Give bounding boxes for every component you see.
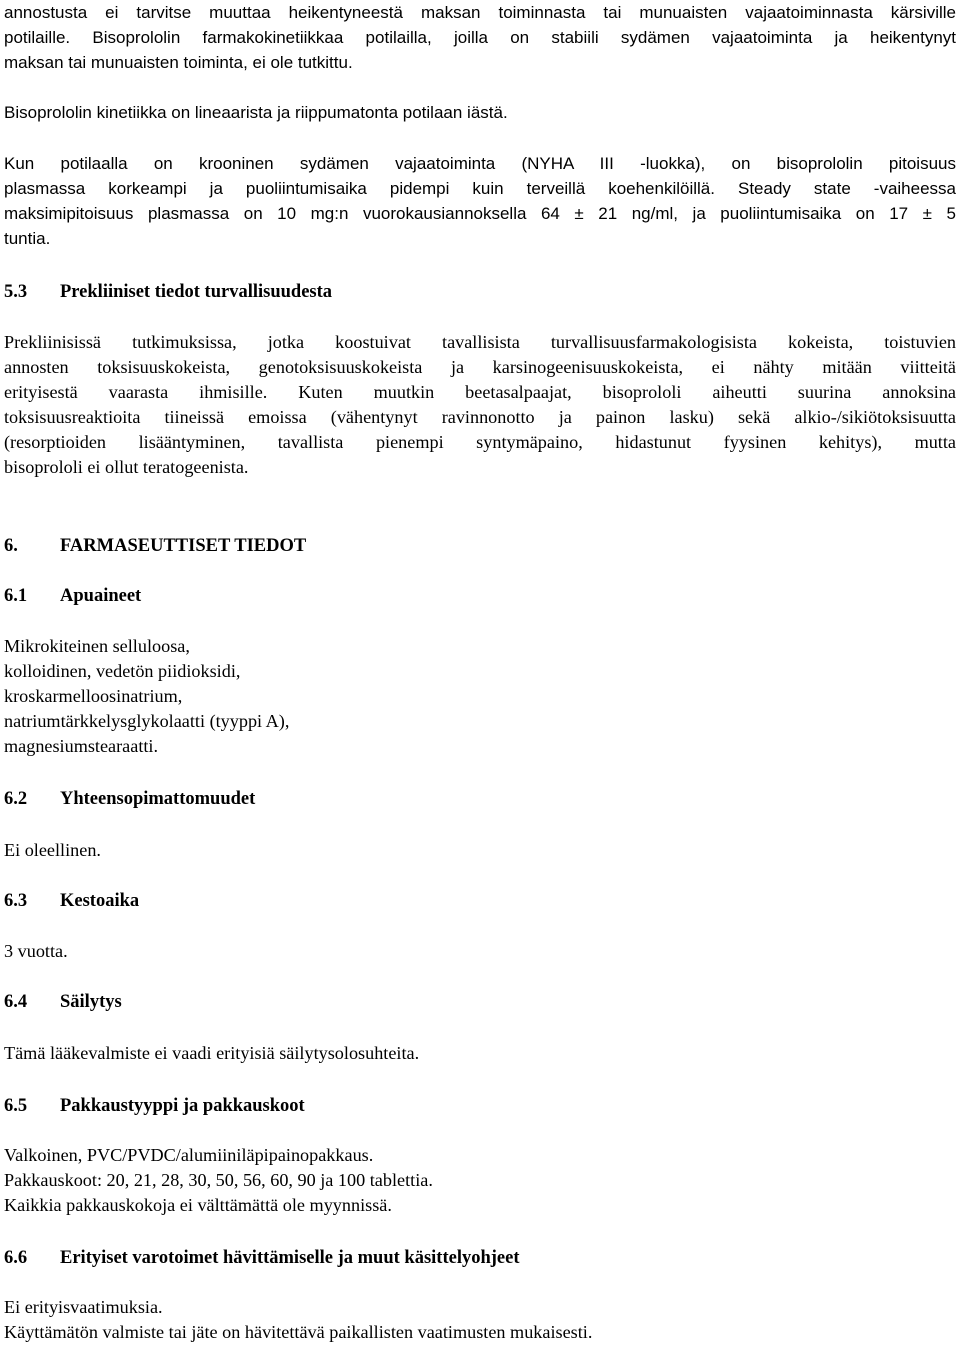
excipients-list	[4, 634, 956, 759]
list-item: kroskarmelloosinatrium,	[4, 686, 183, 706]
section-title: Pakkaustyyppi ja pakkauskoot	[60, 1096, 305, 1116]
section-heading-6-1	[4, 584, 956, 609]
storage-text: Tämä lääkevalmiste ei vaadi erityisiä säilytysolosuhteita.	[4, 1043, 420, 1063]
incompatibilities-text: Ei oleellinen.	[4, 840, 101, 860]
section-number: 6.3	[4, 891, 28, 911]
list-item: Mikrokiteinen selluloosa,	[4, 636, 190, 656]
section-number: 6.1	[4, 586, 28, 606]
text-line: Kun potilaalla on krooninen sydämen vajaatoiminta (NYHA III -luokka), on bisoprololin pitoisuus	[4, 154, 956, 173]
section-number: 6.2	[4, 789, 28, 809]
text-line: Prekliinisissä tutkimuksissa, jotka koostuivat tavallisista turvallisuusfarmakologisista kokeista, toistuvien	[4, 332, 956, 352]
section-heading-5-3	[4, 280, 956, 305]
section-heading-6-4	[4, 990, 956, 1015]
text-line: Kaikkia pakkauskokoja ei välttämättä ole myynnissä.	[4, 1195, 392, 1215]
text-line: maksan tai munuaisten toiminta, ei ole tutkittu.	[4, 53, 353, 72]
list-item: natriumtärkkelysglykolaatti (tyyppi A),	[4, 711, 290, 731]
text-line: Bisoprololin kinetiikka on lineaarista ja riippumatonta potilaan iästä.	[4, 103, 508, 122]
kinetics-linear-paragraph	[4, 100, 956, 125]
section-number: 6.4	[4, 992, 28, 1012]
section-title: FARMASEUTTISET TIEDOT	[60, 536, 307, 556]
section-heading-6-2	[4, 787, 956, 812]
section-heading-6-5	[4, 1094, 956, 1119]
list-item: kolloidinen, vedetön piidioksidi,	[4, 661, 241, 681]
text-line: potilaille. Bisoprololin farmakokinetiikkaa potilailla, joilla on stabiili sydämen vajaatoiminta ja heikentynyt	[4, 28, 956, 47]
disposal-paragraph	[4, 1295, 956, 1345]
section-title: Erityiset varotoimet hävittämiselle ja muut käsittelyohjeet	[60, 1248, 520, 1268]
section-heading-6-3	[4, 889, 956, 914]
shelf-life-text: 3 vuotta.	[4, 941, 68, 961]
text-line: Käyttämätön valmiste tai jäte on hävitettävä paikallisten vaatimusten mukaisesti.	[4, 1322, 593, 1342]
text-line: Ei erityisvaatimuksia.	[4, 1297, 163, 1317]
section-title: Prekliiniset tiedot turvallisuudesta	[60, 282, 333, 302]
text-line: Valkoinen, PVC/PVDC/alumiiniläpipainopakkaus.	[4, 1145, 374, 1165]
text-line: erityisestä vaarasta ihmisille. Kuten muutkin beetasalpaajat, bisoprololi aiheutti suurina annoksina	[4, 382, 956, 402]
section-number: 6.5	[4, 1096, 28, 1116]
text-line: bisoprololi ei ollut teratogeenista.	[4, 457, 249, 477]
section-number: 6.6	[4, 1248, 28, 1268]
section-heading-6-6	[4, 1246, 956, 1271]
packaging-paragraph	[4, 1143, 956, 1218]
section-title: Apuaineet	[60, 586, 142, 606]
text-line: Pakkauskoot: 20, 21, 28, 30, 50, 56, 60, 90 ja 100 tablettia.	[4, 1170, 433, 1190]
text-line: annosten toksisuuskokeista, genotoksisuuskokeista ja karsinogeenisuuskokeista, ei nähty mitään viitteitä	[4, 357, 956, 377]
preclinical-paragraph	[4, 330, 956, 480]
section-number: 5.3	[4, 282, 28, 302]
section-title: Yhteensopimattomuudet	[60, 789, 256, 809]
section-title: Säilytys	[60, 992, 122, 1012]
text-line: annostusta ei tarvitse muuttaa heikentyneestä maksan toiminnasta tai munuaisten vajaatoiminnasta kärsiville	[4, 3, 956, 22]
text-line: (resorptioiden lisääntyminen, tavallista pienempi syntymäpaino, hidastunut fyysinen kehitys), mutta	[4, 432, 956, 452]
text-line: toksisuusreaktioita tiineissä emoissa (vähentynyt ravinnonotto ja painon lasku) sekä alkio-/sikiötoksisuutta	[4, 407, 956, 427]
pharmacokinetics-paragraph	[4, 0, 956, 75]
list-item: magnesiumstearaatti.	[4, 736, 159, 756]
text-line: tuntia.	[4, 229, 51, 248]
section-number: 6.	[4, 536, 18, 556]
heart-failure-paragraph	[4, 151, 956, 251]
section-title: Kestoaika	[60, 891, 140, 911]
section-heading-6	[4, 534, 956, 559]
text-line: maksimipitoisuus plasmassa on 10 mg:n vuorokausiannoksella 64 ± 21 ng/ml, ja puoliintumisaika on 17 ± 5	[4, 204, 956, 223]
text-line: plasmassa korkeampi ja puoliintumisaika pidempi kuin terveillä koehenkilöillä. Steady state -vaiheessa	[4, 179, 956, 198]
